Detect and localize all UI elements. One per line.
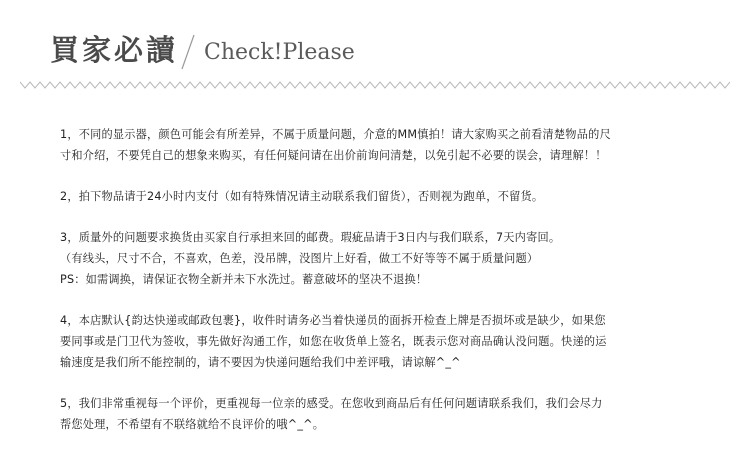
notice-line: 4，本店默认{韵达快递或邮政包裹}，收件时请务必当着快递员的面拆开检查上牌是否损坏或是缺少，如果您	[60, 314, 606, 327]
notice-line: 帮您处理，不希望有不联络就给不良评价的哦^_^。	[60, 418, 325, 431]
notice-line: 5，我们非常重视每一个评价，更重视每一位亲的感受。在您收到商品后有任何问题请联系我们，我们会尽力	[60, 397, 603, 410]
notice-line: 3，质量外的问题要求换货由买家自行承担来回的邮费。瑕疵品请于3日内与我们联系，7天内寄回。	[60, 231, 561, 244]
notice-item	[60, 124, 700, 166]
notice-line: PS：如需调换，请保证衣物全新并未下水洗过。蓄意破坏的坚决不退换！	[60, 273, 428, 286]
page-subtitle: Check!Please	[204, 40, 355, 65]
notice-item	[60, 393, 700, 435]
zigzag-divider	[20, 80, 730, 90]
notice-line: 寸和介绍，不要凭自己的想象来购买，有任何疑问请在出价前询问清楚，以免引起不必要的误会，请理解！！	[60, 149, 607, 162]
header	[0, 0, 750, 92]
notice-item	[60, 310, 700, 373]
notice-line: 要同事或是门卫代为签收，事先做好沟通工作，如您在收货单上签名，既表示您对商品确认没问题。快递的运	[60, 335, 607, 348]
notice-line: 1，不同的显示器，颜色可能会有所差异，不属于质量问题，介意的MM慎拍！请大家购买之前看清楚物品的尺	[60, 128, 611, 141]
notice-item	[60, 227, 700, 290]
notice-item	[60, 186, 700, 207]
page-title: 買家必讀	[50, 33, 179, 67]
notice-line: 2，拍下物品请于24小时内支付（如有特殊情况请主动联系我们留货），否则视为跑单，不留货。	[60, 190, 544, 203]
title-divider	[180, 32, 196, 72]
notice-list	[60, 124, 700, 455]
notice-line: 输速度是我们所不能控制的，请不要因为快递问题给我们中差评哦，请谅解^_^	[60, 356, 461, 369]
notice-line: （有线头，尺寸不合，不喜欢，色差，没吊牌，没图片上好看，做工不好等等不属于质量问题）	[60, 252, 539, 265]
